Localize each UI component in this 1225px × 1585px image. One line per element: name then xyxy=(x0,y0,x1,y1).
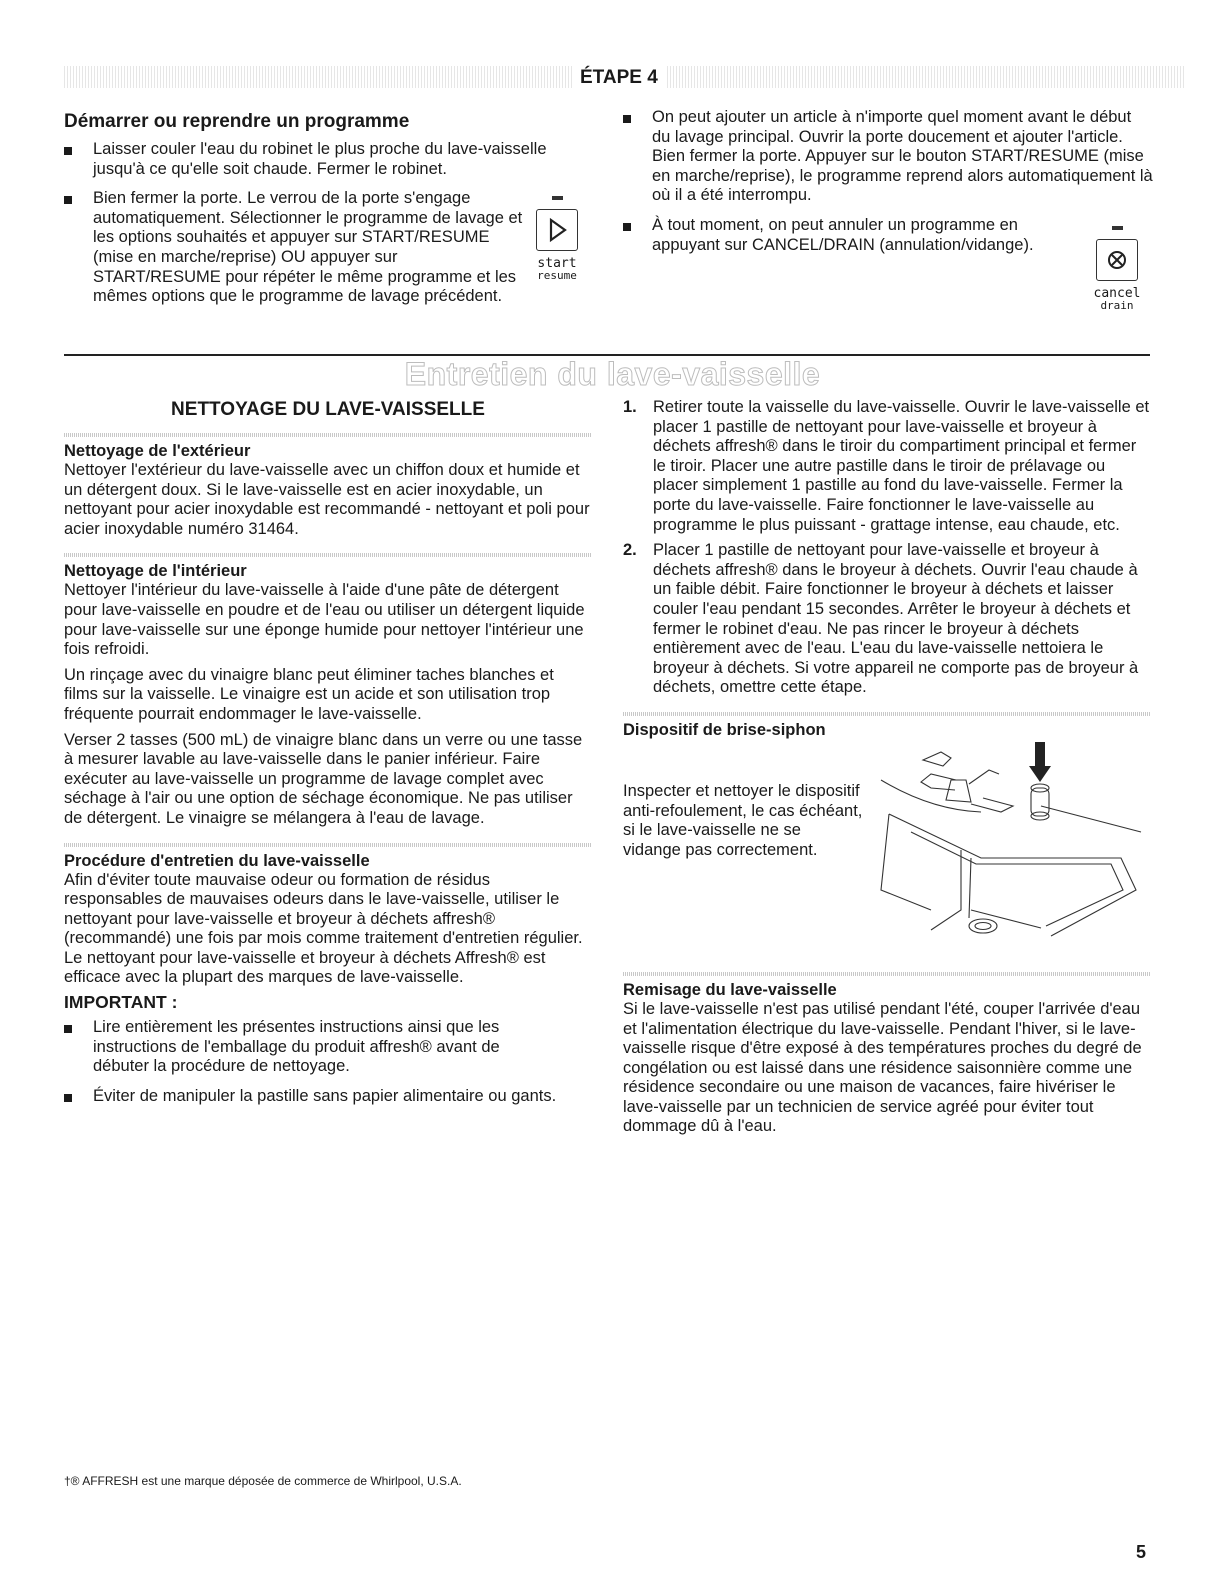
air-gap-text: Inspecter et nettoyer le dispositif anti-refoulement, le cas échéant, si le lave-vaisselle ne se vidange pas correctement. xyxy=(623,781,863,859)
step-text: Placer 1 pastille de nettoyant pour lave-vaisselle et broyeur à déchets affresh® dans le broyeur à déchets. Ouvrir l'eau chaude à un faible débit. Faire fonctionner le broyeur à déchets et laisser couler l'eau pendant 15 secondes. Arrêter le broyeur à déchets et fermer le robinet d'eau. Ne pas rincer le broyeur à déchets entièrement avec de l'eau. L'eau du lave-vaisselle nettoiera le broyeur à déchets. Si votre appareil ne comporte pas de broyeur à déchets, omettre cette étape. xyxy=(653,541,1139,697)
procedure-heading: Procédure d'entretien du lave-vaisselle xyxy=(64,851,370,870)
list-item xyxy=(623,398,1150,535)
page-number: 5 xyxy=(1136,1542,1147,1562)
indicator-light xyxy=(1112,226,1123,230)
resume-label: resume xyxy=(537,269,577,282)
step-text: Retirer toute la vaisselle du lave-vaisselle. Ouvrir le lave-vaisselle et placer 1 pastille de nettoyant pour lave-vaisselle et broyeur à déchets affresh® dans le tiroir du compartiment principal et fermer le tiroir. Placer une autre pastille dans le tiroir de prélavage ou placer simplement 1 pastille au fond du lave-vaisselle. Fermer la porte du lave-vaisselle. Faire fonctionner le lave-vaisselle au programme le plus puissant - grattage intense, eau chaude, etc. xyxy=(653,398,1150,534)
play-icon xyxy=(536,209,578,251)
start-resume-button[interactable] xyxy=(531,196,583,281)
start-label: start xyxy=(537,256,577,271)
list-item xyxy=(623,541,1150,698)
interior-text-1: Nettoyer l'intérieur du lave-vaisselle à l'aide d'une pâte de détergent pour lave-vaisselle en poudre et de l'eau ou utiliser un détergent liquide pour lave-vaisselle sur une éponge humide pour nettoyer l'intérieur une fois refroidi. xyxy=(64,581,585,659)
maintenance-right-column xyxy=(623,398,1150,1137)
important-bullets xyxy=(64,1018,592,1106)
start-section-left xyxy=(64,110,594,307)
cancel-label: cancel xyxy=(1093,286,1141,301)
cancel-drain-button[interactable] xyxy=(1091,226,1143,311)
interior-text-2: Un rinçage avec du vinaigre blanc peut éliminer taches blanches et films sur la vaisselle. Le vinaigre est un acide et son utilisation trop fréquente pourrait endommager le lave-vaisselle. xyxy=(64,665,554,723)
storage-text: Si le lave-vaisselle n'est pas utilisé pendant l'été, couper l'arrivée d'eau et l'alimentation électrique du lave-vaisselle. Pendant l'hiver, si le lave-vaisselle risque d'être exposé à des températures proches du degré de congélation ou est laissé dans une résidence saisonnière comme une résidence secondaire ou une maison de vacances, faire hivériser le lave-vaisselle par un technicien de service agréé pour éviter tout dommage dû à l'eau. xyxy=(623,999,1142,1136)
start-bullets-left xyxy=(64,140,594,307)
list-item: On peut ajouter un article à n'importe quel moment avant le début du lavage principal. Ouvrir la porte doucement et ajouter l'article. Bien fermer la porte. Appuyer sur le bouton START/RESUME (mise en marche/reprise), le programme reprend alors automatiquement là où il a été interrompu. xyxy=(623,108,1153,206)
subsection-rule xyxy=(623,712,1150,716)
important-label: IMPORTANT : xyxy=(64,992,178,1013)
indicator-light xyxy=(552,196,563,200)
interior-text-3: Verser 2 tasses (500 mL) de vinaigre blanc dans un verre ou une tasse à mesurer lavable au lave-vaisselle dans le panier inférieur. Faire exécuter au lave-vaisselle un programme de lavage complet avec séchage à l'air ou une option de séchage économique. Ne pas utiliser de détergent. Le vinaigre se mélangera à l'eau de lavage. xyxy=(64,730,583,827)
list-item: Laisser couler l'eau du robinet le plus proche du lave-vaisselle jusqu'à ce qu'elle soit chaude. Fermer le robinet. xyxy=(64,140,573,179)
start-section-heading: Démarrer ou reprendre un programme xyxy=(64,111,410,132)
sink-air-gap-illustration xyxy=(871,740,1151,950)
storage-heading: Remisage du lave-vaisselle xyxy=(623,980,837,999)
interior-heading: Nettoyage de l'intérieur xyxy=(64,562,247,581)
subsection-rule xyxy=(64,553,592,557)
list-item: Éviter de manipuler la pastille sans papier alimentaire ou gants. xyxy=(64,1087,592,1107)
maintenance-title: Entretien du lave-vaisselle xyxy=(404,356,821,392)
list-item: À tout moment, on peut annuler un programme en appuyant sur CANCEL/DRAIN (annulation/vidange). xyxy=(623,216,1072,255)
subsection-rule xyxy=(64,433,592,437)
subsection-rule xyxy=(64,843,592,847)
exterior-text: Nettoyer l'extérieur du lave-vaisselle avec un chiffon doux et humide et un détergent doux. Si le lave-vaisselle est en acier inoxydable, un nettoyant pour acier inoxydable est recommandé - nettoyant et poli pour acier inoxydable numéro 31464. xyxy=(64,461,590,538)
procedure-text: Afin d'éviter toute mauvaise odeur ou formation de résidus responsables de mauvaises odeurs dans le lave-vaisselle, utiliser le nettoyant pour lave-vaisselle et broyeur à déchets affresh® (recommandé) une fois par mois comme traitement d'entretien régulier. Le nettoyant pour lave-vaisselle et broyeur à déchets Affresh® est efficace avec la plupart des marques de lave-vaisselle. xyxy=(64,870,583,987)
maintenance-left-column xyxy=(64,398,592,1106)
air-gap-heading: Dispositif de brise-siphon xyxy=(623,720,826,739)
step-number: 1. xyxy=(623,398,637,416)
cleaning-steps xyxy=(623,398,1150,698)
air-gap-block xyxy=(623,740,1150,958)
start-section-right xyxy=(623,108,1153,255)
start-bullets-right xyxy=(623,108,1153,255)
step-number: 2. xyxy=(623,541,637,560)
step-title: ÉTAPE 4 xyxy=(572,66,666,88)
list-item: Lire entièrement les présentes instructions ainsi que les instructions de l'emballage du produit affresh® avant de débuter la procédure de nettoyage. xyxy=(64,1018,543,1077)
subsection-rule xyxy=(623,972,1150,976)
drain-label: drain xyxy=(1100,299,1134,312)
cancel-x-icon xyxy=(1096,239,1138,281)
footnote: †® AFFRESH est une marque déposée de commerce de Whirlpool, U.S.A. xyxy=(64,1474,462,1488)
exterior-heading: Nettoyage de l'extérieur xyxy=(64,442,251,460)
cleaning-heading: NETTOYAGE DU LAVE-VAISSELLE xyxy=(171,399,485,420)
list-item: Bien fermer la porte. Le verrou de la porte s'engage automatiquement. Sélectionner le programme de lavage et les options souhaités et appuyer sur START/RESUME (mise en marche/reprise) OU appuyer sur START/RESUME pour répéter le même programme et les mêmes options que le programme de lavage précédent. xyxy=(64,189,523,307)
